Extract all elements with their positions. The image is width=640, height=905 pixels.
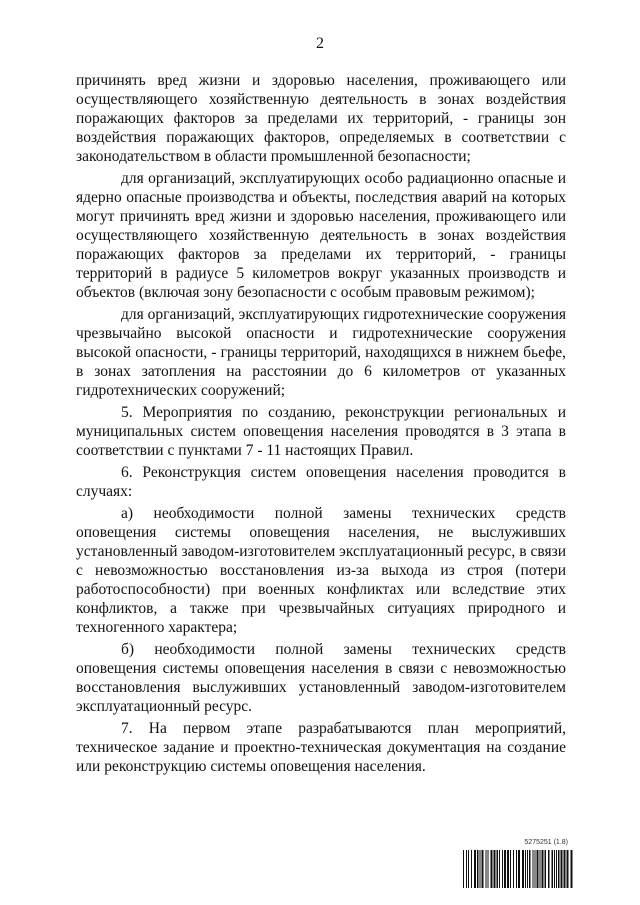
- document-barcode: [462, 838, 574, 890]
- paragraph: 6. Реконструкция систем оповещения населения проводится в случаях:: [76, 464, 566, 500]
- paragraph: причинять вред жизни и здоровью населения, проживающего или осуществляющего хозяйственную деятельность в зонах воздействия поражающих факторов за пределами их территорий, - границы зон воздействия поражающих факторов, определяемых в соответствии с законодательством в области промышленной безопасности;: [76, 72, 566, 165]
- paragraph: для организаций, эксплуатирующих гидротехнические сооружения чрезвычайно высокой опасности и гидротехнические сооружения высокой опасности, - границы территорий, находящихся в нижнем бьефе, в зонах затопления на расстоянии до 6 километров от указанных гидротехнических сооружений;: [76, 306, 566, 399]
- paragraph: для организаций, эксплуатирующих особо радиационно опасные и ядерно опасные производства и объекты, последствия аварий на которых могут причинять вред жизни и здоровью населения, проживающего или осуществляющего хозяйственную деятельность в зонах воздействия поражающих факторов за пределами их территорий, - границы территорий в радиусе 5 километров вокруг указанных производств и объектов (включая зону безопасности с особым правовым режимом);: [76, 170, 566, 301]
- barcode-label: 5275251 (1.8): [524, 839, 568, 846]
- paragraph: 5. Мероприятия по созданию, реконструкции региональных и муниципальных систем оповещения населения проводятся в 3 этапа в соответствии с пунктами 7 - 11 настоящих Правил.: [76, 404, 566, 459]
- paragraph: 7. На первом этапе разрабатываются план мероприятий, техническое задание и проектно-техническая документация на создание или реконструкцию системы оповещения населения.: [76, 720, 566, 775]
- paragraph: б) необходимости полной замены технических средств оповещения системы оповещения населения в связи с невозможностью восстановления выслуживших установленный заводом-изготовителем эксплуатационный ресурс.: [76, 641, 566, 715]
- paragraph: а) необходимости полной замены технических средств оповещения системы оповещения населения, не выслуживших установленный заводом-изготовителем эксплуатационный ресурс, в связи с невозможностью восстановления из-за выхода из строя (потери работоспособности) при военных конфликтах или вследствие этих конфликтов, а также при чрезвычайных ситуациях природного и техногенного характера;: [76, 505, 566, 636]
- page-number: 2: [316, 35, 324, 52]
- document-body: [76, 71, 566, 779]
- barcode-icon: [462, 850, 574, 888]
